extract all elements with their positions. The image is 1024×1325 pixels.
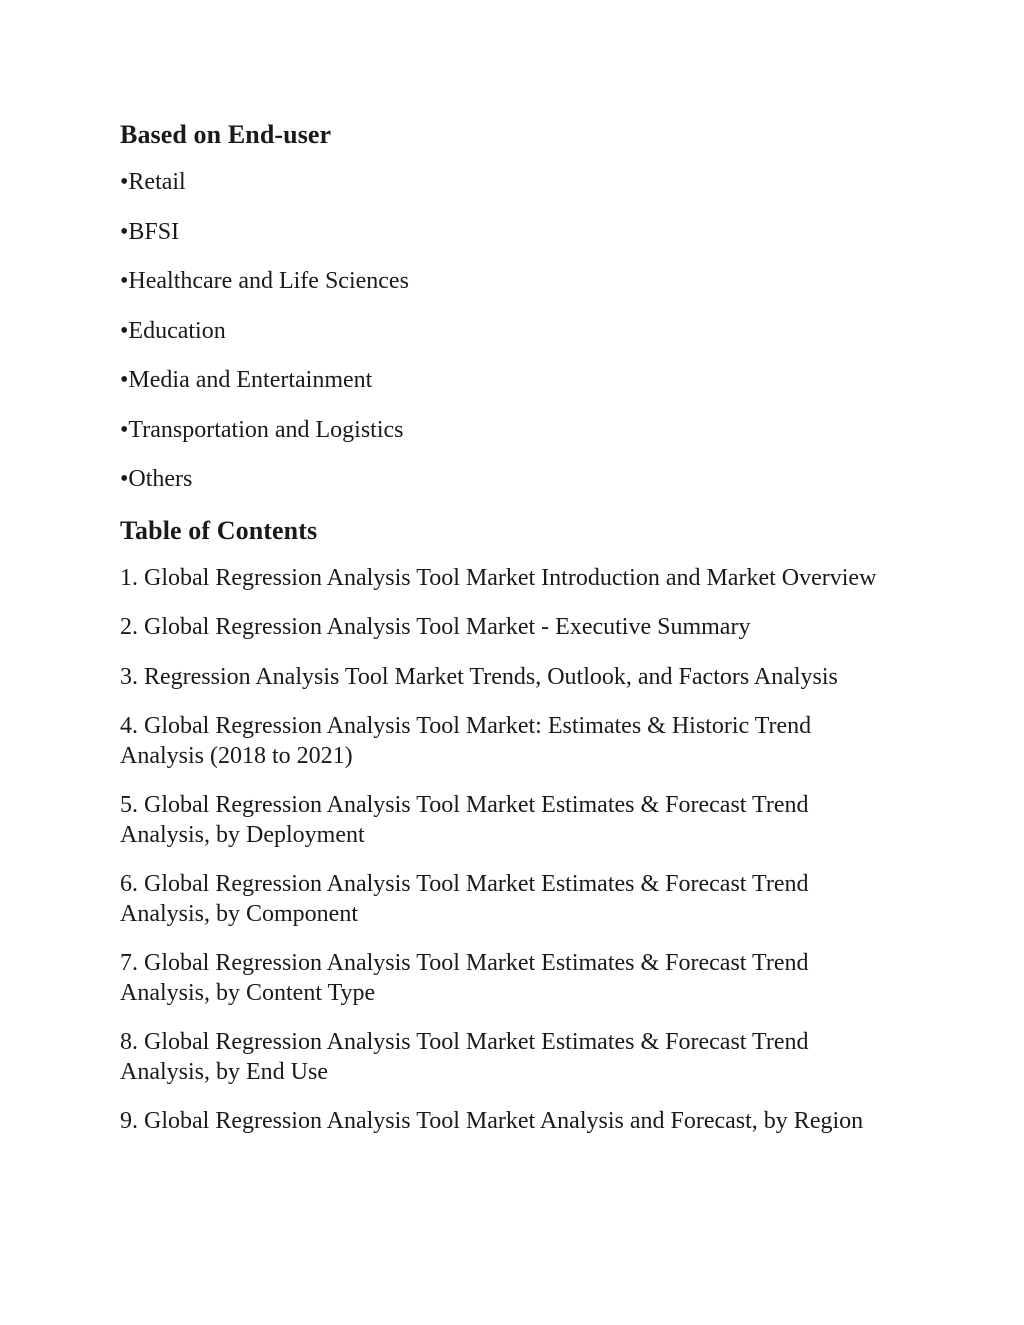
bullet-icon: • [120,466,129,492]
toc-item: 3. Regression Analysis Tool Market Trends, Outlook, and Factors Analysis [120,663,838,690]
bullet-icon: • [120,416,129,443]
toc-item: 2. Global Regression Analysis Tool Market - Executive Summary [120,614,751,640]
toc-item: 1. Global Regression Analysis Tool Market Introduction and Market Overview [120,564,877,591]
toc-item: 5. Global Regression Analysis Tool Market Estimates & Forecast Trend Analysis, by Deployment [120,792,809,848]
bullet-icon: • [120,218,129,245]
toc-item: 6. Global Regression Analysis Tool Market Estimates & Forecast Trend Analysis, by Component [120,871,809,927]
bullet-item [120,317,892,347]
bullet-icon: • [120,169,129,195]
bullet-item-label: BFSI [128,218,180,245]
bullet-icon: • [120,367,129,393]
toc-heading: Table of Contents [120,515,318,545]
bullet-item [120,465,892,495]
end-user-section-heading: Based on End-user [120,120,332,149]
toc-item: 4. Global Regression Analysis Tool Market: Estimates & Historic Trend Analysis (2018 to 2021) [120,713,812,769]
bullet-item [120,416,892,446]
bullet-icon: • [120,268,129,294]
bullet-icon: • [120,317,129,344]
bullet-item-label: Education [128,317,226,344]
bullet-item-label: Media and Entertainment [128,367,373,393]
toc-item: 9. Global Regression Analysis Tool Market Analysis and Forecast, by Region [120,1108,864,1134]
toc-item: 7. Global Regression Analysis Tool Market Estimates & Forecast Trend Analysis, by Content Type [120,950,809,1006]
bullet-item-label: Retail [128,169,186,195]
bullet-item [120,218,892,248]
bullet-item [120,168,892,198]
bullet-item-label: Others [128,466,193,492]
toc-item: 8. Global Regression Analysis Tool Market Estimates & Forecast Trend Analysis, by End Use [120,1029,809,1085]
bullet-item-label: Transportation and Logistics [128,416,404,443]
bullet-item-label: Healthcare and Life Sciences [128,268,409,294]
bullet-item [120,267,892,297]
bullet-item [120,366,892,396]
